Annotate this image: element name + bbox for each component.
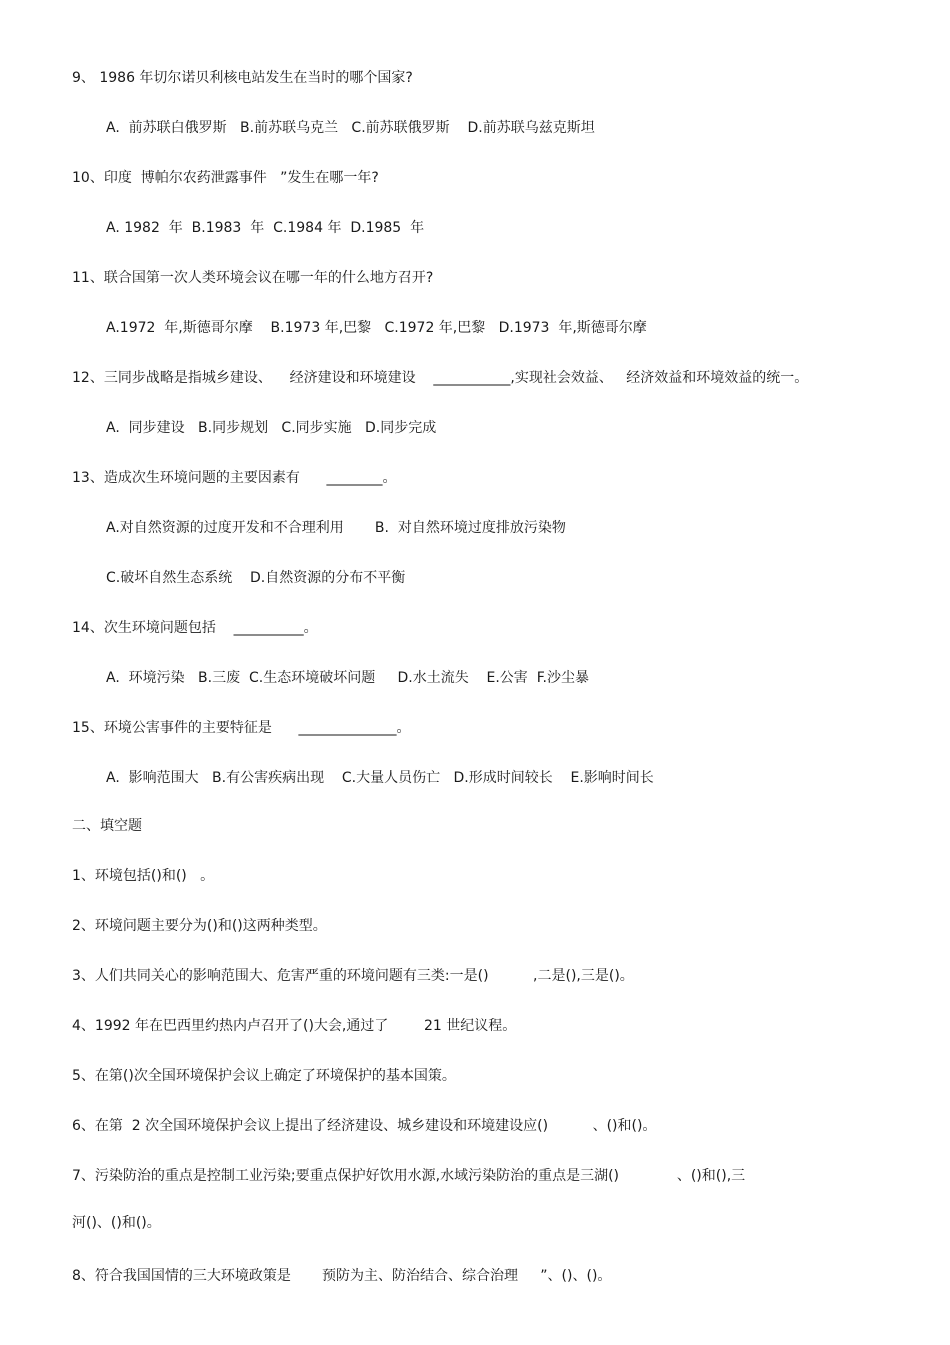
question-15: 15、环境公害事件的主要特征是 ______________。 bbox=[72, 720, 411, 736]
fill-question-7-cont: 河()、()和()。 bbox=[72, 1215, 161, 1231]
question-12-options: A. 同步建设 B.同步规划 C.同步实施 D.同步完成 bbox=[106, 420, 437, 436]
question-13-options-1: A.对自然资源的过度开发和不合理利用 B. 对自然环境过度排放污染物 bbox=[106, 520, 566, 536]
question-10: 10、印度 博帕尔农药泄露事件 ”发生在哪一年? bbox=[72, 170, 379, 186]
question-10-options: A. 1982 年 B.1983 年 C.1984 年 D.1985 年 bbox=[106, 220, 425, 236]
question-11: 11、联合国第一次人类环境会议在哪一年的什么地方召开? bbox=[72, 270, 434, 286]
fill-question-6: 6、在第 2 次全国环境保护会议上提出了经济建设、城乡建设和环境建设应() 、()和()。 bbox=[72, 1118, 657, 1134]
fill-question-2: 2、环境问题主要分为()和()这两种类型。 bbox=[72, 918, 327, 934]
fill-question-1: 1、环境包括()和() 。 bbox=[72, 868, 215, 884]
fill-question-7: 7、污染防治的重点是控制工业污染;要重点保护好饮用水源,水域污染防治的重点是三湖() 、()和(),三 bbox=[72, 1168, 746, 1184]
question-13: 13、造成次生环境问题的主要因素有 ________。 bbox=[72, 470, 397, 486]
question-9-options: A. 前苏联白俄罗斯 B.前苏联乌克兰 C.前苏联俄罗斯 D.前苏联乌兹克斯坦 bbox=[106, 120, 595, 136]
question-14-options: A. 环境污染 B.三废 C.生态环境破坏问题 D.水土流失 E.公害 F.沙尘暴 bbox=[106, 670, 589, 686]
fill-question-4: 4、1992 年在巴西里约热内卢召开了()大会,通过了 21 世纪议程。 bbox=[72, 1018, 517, 1034]
question-14: 14、次生环境问题包括 __________。 bbox=[72, 620, 318, 636]
question-15-options: A. 影响范围大 B.有公害疾病出现 C.大量人员伤亡 D.形成时间较长 E.影响时间长 bbox=[106, 770, 654, 786]
question-13-options-2: C.破坏自然生态系统 D.自然资源的分布不平衡 bbox=[106, 570, 406, 586]
question-11-options: A.1972 年,斯德哥尔摩 B.1973 年,巴黎 C.1972 年,巴黎 D.1973 年,斯德哥尔摩 bbox=[106, 320, 647, 336]
fill-question-3: 3、人们共同关心的影响范围大、危害严重的环境问题有三类:一是() ,二是(),三是()。 bbox=[72, 968, 634, 984]
fill-question-8: 8、符合我国国情的三大环境政策是 预防为主、防治结合、综合治理 ”、()、()。 bbox=[72, 1268, 612, 1284]
question-9: 9、 1986 年切尔诺贝利核电站发生在当时的哪个国家? bbox=[72, 70, 413, 86]
question-12: 12、三同步战略是指城乡建设、 经济建设和环境建设 ___________,实现社会效益、 经济效益和环境效益的统一。 bbox=[72, 370, 809, 386]
fill-question-5: 5、在第()次全国环境保护会议上确定了环境保护的基本国策。 bbox=[72, 1068, 456, 1084]
section-heading-fill-in: 二、填空题 bbox=[72, 818, 142, 834]
